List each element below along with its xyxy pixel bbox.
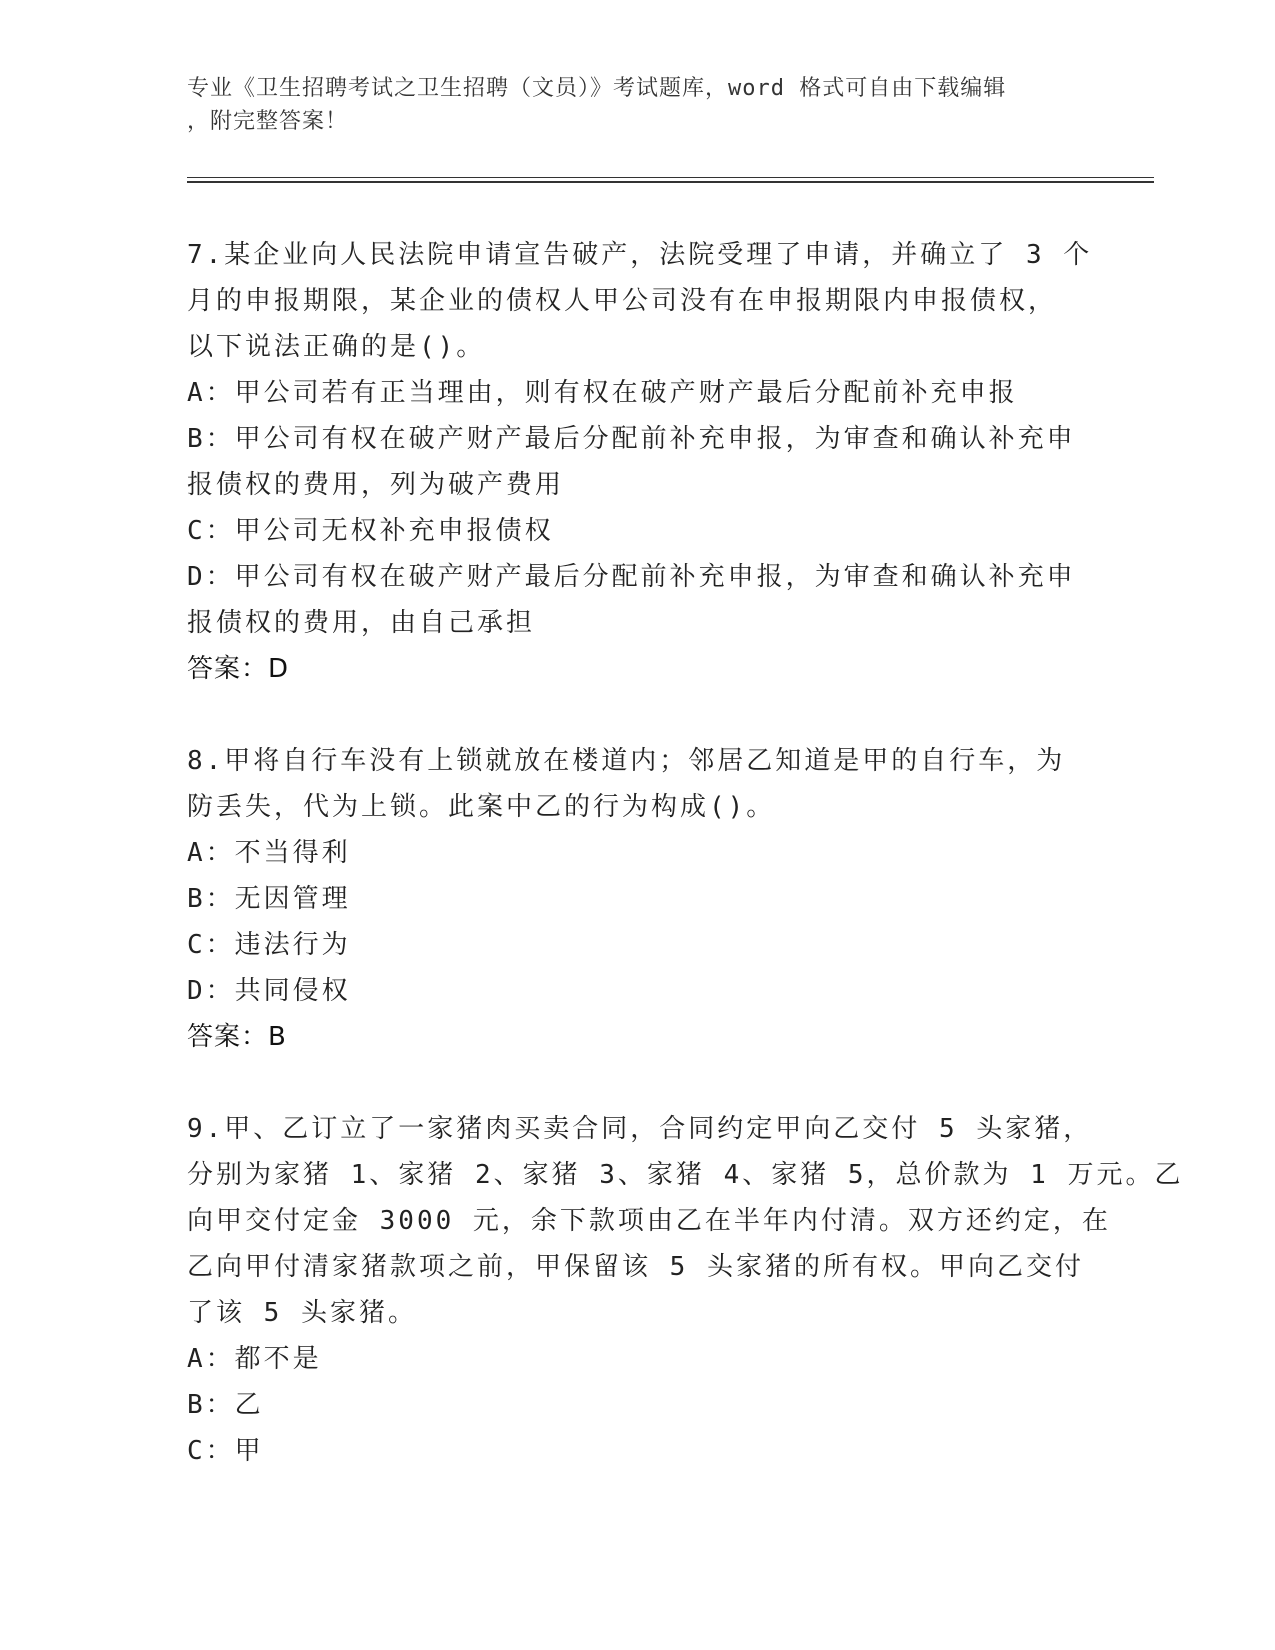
question-spacer (187, 692, 1087, 738)
header-divider-top (187, 177, 1154, 178)
header-line-2: ，附完整答案！ (187, 109, 349, 134)
option-c: C：违法行为 (187, 930, 351, 960)
option-b: B：无因管理 (187, 884, 351, 914)
question-stem-line: 7.某企业向人民法院申请宣告破产，法院受理了申请，并确立了 3 个 (187, 240, 1093, 270)
option-b-continued: 报债权的费用，列为破产费用 (187, 470, 565, 500)
question-spacer (187, 1060, 1087, 1106)
question-stem-line: 8.甲将自行车没有上锁就放在楼道内；邻居乙知道是甲的自行车，为 (187, 746, 1066, 776)
option-b: B：乙 (187, 1390, 264, 1420)
option-d: D：甲公司有权在破产财产最后分配前补充申报，为审查和确认补充申 (187, 562, 1076, 592)
question-block (187, 1106, 1184, 1474)
header-line-1: 专业《卫生招聘考试之卫生招聘（文员）》考试题库，word 格式可自由下载编辑 (187, 76, 1007, 101)
option-d: D：共同侵权 (187, 976, 351, 1006)
question-block (187, 232, 1093, 692)
header-divider-bottom (187, 181, 1154, 183)
option-a: A：都不是 (187, 1344, 322, 1374)
option-a: A：不当得利 (187, 838, 351, 868)
question-stem-line: 防丢失，代为上锁。此案中乙的行为构成()。 (187, 792, 776, 822)
option-a: A：甲公司若有正当理由，则有权在破产财产最后分配前补充申报 (187, 378, 1018, 408)
question-stem-line: 乙向甲付清家猪款项之前，甲保留该 5 头家猪的所有权。甲向乙交付 (187, 1252, 1084, 1282)
question-stem-line: 向甲交付定金 3000 元，余下款项由乙在半年内付清。双方还约定，在 (187, 1206, 1111, 1236)
question-stem-line: 9.甲、乙订立了一家猪肉买卖合同，合同约定甲向乙交付 5 头家猪， (187, 1114, 1093, 1144)
question-block (187, 738, 1087, 1060)
question-list (187, 232, 1184, 1474)
question-stem-line: 分别为家猪 1、家猪 2、家猪 3、家猪 4、家猪 5，总价款为 1 万元。乙 (187, 1160, 1184, 1190)
option-c: C：甲 (187, 1436, 264, 1466)
answer-label: 答案：B (187, 1022, 287, 1052)
option-d-continued: 报债权的费用，由自己承担 (187, 608, 536, 638)
option-c: C：甲公司无权补充申报债权 (187, 516, 554, 546)
question-stem-line: 月的申报期限，某企业的债权人甲公司没有在申报期限内申报债权， (187, 286, 1058, 316)
question-stem-line: 了该 5 头家猪。 (187, 1298, 417, 1328)
question-stem-line: 以下说法正确的是()。 (187, 332, 486, 362)
option-b: B：甲公司有权在破产财产最后分配前补充申报，为审查和确认补充申 (187, 424, 1076, 454)
answer-label: 答案：D (187, 654, 290, 684)
document-header (187, 72, 1087, 138)
